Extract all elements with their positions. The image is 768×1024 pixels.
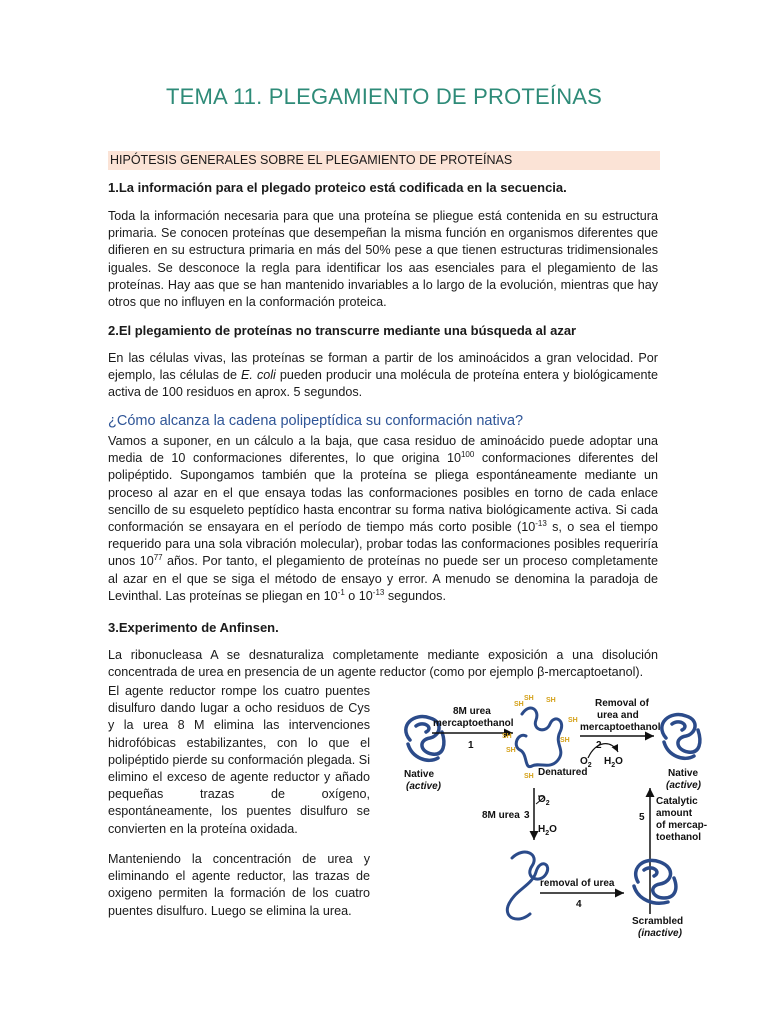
paragraph-1: Toda la información necesaria para que una proteína se pliegue está contenida en su estructura primaria. Se conocen proteínas que desempeñan la misma función en organismos diferentes que difieren en su estructura primaria en más del 50% pese a que tienen estructuras tridimensionales iguales. Se desconoce la regla para identificar los aas esenciales para el plegamiento de las proteínas. Hay aas que se han mantenido invariables a lo largo de la evolución, mientras que hay otros que no influyen en la conformación proteica.	[108, 209, 658, 310]
ecoli-italic: E. coli	[241, 368, 276, 383]
step1-label-top: 8M urea	[453, 706, 491, 717]
native-left-label: Native	[404, 769, 435, 780]
step1-number: 1	[468, 740, 474, 751]
step3-number: 3	[524, 810, 530, 821]
step2-curve-arrow	[588, 744, 618, 758]
paragraph-5: El agente reductor rompe los cuatro puentes disulfuro dando lugar a ocho residuos de Cys y la urea 8 M elimina las intervenciones hidrofóbicas estabilizantes, con lo que el polipéptido pierde su conformación plegada. Si elimino el exceso de agente reductor y añado pequeñas trazas de oxígeno, espontáneamente, los puentes disulfuro se convierten en la proteína oxidada.	[108, 684, 370, 836]
p3-sup-4: -1	[337, 587, 345, 597]
paragraph-2	[108, 350, 658, 402]
p3-sup-2: -13	[535, 518, 547, 528]
anfinsen-diagram	[390, 692, 715, 942]
catalytic-label-2: amount	[656, 808, 693, 819]
step2-h2o: $H_2O$	[604, 756, 623, 769]
svg-text:SH: SH	[546, 697, 556, 704]
denatured-protein	[516, 708, 561, 767]
step4-number: 4	[576, 899, 582, 910]
svg-text:SH: SH	[524, 695, 534, 702]
removal-label-2: urea and	[597, 710, 639, 721]
svg-text:SH: SH	[568, 717, 578, 724]
paragraph-3	[108, 433, 658, 605]
paragraph-2-text-b: pueden producir una molécula de proteína entera y biológicamente activa de 100 residuos en aprox. 5 segundos.	[108, 368, 658, 400]
heading-2: 2.El plegamiento de proteínas no transcurre mediante una búsqueda al azar	[108, 323, 577, 338]
svg-text:SH: SH	[502, 733, 512, 740]
svg-text:SH: SH	[560, 737, 570, 744]
removal-label-3: mercaptoethanol	[580, 722, 661, 733]
svg-text:SH: SH	[514, 701, 524, 708]
step1-label-bottom: mercaptoethanol	[433, 718, 514, 729]
native-right-label: Native	[668, 768, 699, 779]
inactive-label: (inactive)	[638, 928, 682, 939]
p3-text-d: años. Por tanto, el plegamiento de proteínas no puede ser un proceso completamente al azar en el que se siga el método de ensayo y error. A menudo se denomina la paradoja de Levinthal. Las proteínas se pliegan en 10	[108, 554, 658, 603]
denatured-label: Denatured	[538, 767, 588, 778]
p3-text-e: o 10	[344, 588, 373, 603]
scrambled-label: Scrambled	[632, 916, 684, 927]
svg-text:SH: SH	[506, 747, 516, 754]
svg-text:SH: SH	[524, 773, 534, 780]
step5-number: 5	[639, 812, 645, 823]
active-left-label: (active)	[406, 781, 442, 792]
heading-1: 1.La información para el plegado proteico está codificada en la secuencia.	[108, 180, 567, 195]
catalytic-label-1: Catalytic	[656, 796, 698, 807]
step2-o2: $O_2$	[580, 756, 592, 769]
subheading: ¿Cómo alcanza la cadena polipeptídica su conformación nativa?	[108, 413, 524, 429]
paragraph-6: Manteniendo la concentración de urea y eliminando el agente reductor, las trazas de oxigeno permiten la formación de los cuatro puentes disulfuro. Luego se elimina la urea.	[108, 852, 370, 918]
p3-text-a: Vamos a suponer, en un cálculo a la baja, que casa residuo de aminoácido puede adoptar una media de 10 conformaciones diferentes, lo que origina 10	[108, 434, 658, 466]
paragraph-2-text-a: En las células vivas, las proteínas se forman a partir de los aminoácidos a gran velocidad. Por ejemplo, las células de	[108, 351, 658, 383]
catalytic-label-3: of mercap-	[656, 820, 708, 831]
removal-urea-label: removal of urea	[540, 878, 615, 889]
native-right-protein	[662, 715, 700, 759]
step3-urea-label: 8M urea	[482, 810, 520, 821]
p3-text-c: s, o sea el tiempo requerido para una sola vibración molecular), probar todas las conformaciones posibles requeriría unos 10	[108, 520, 658, 569]
section-heading: HIPÓTESIS GENERALES SOBRE EL PLEGAMIENTO DE PROTEÍNAS	[108, 151, 660, 170]
active-right-label: (active)	[666, 780, 702, 791]
page-title: TEMA 11. PLEGAMIENTO DE PROTEÍNAS	[165, 84, 603, 109]
p3-text-f: segundos.	[384, 588, 446, 603]
p3-sup-5: -13	[372, 587, 385, 597]
scrambled-protein	[634, 860, 676, 903]
paragraph-4: La ribonucleasa A se desnaturaliza completamente mediante exposición a una disolución concentrada de urea en presencia de un agente reductor (como por ejemplo β-mercaptoetanol).	[108, 648, 658, 680]
step3-h2o: $H_2O$	[538, 824, 557, 837]
step3-o2: $O_2$	[538, 794, 550, 807]
removal-label-1: Removal of	[595, 698, 649, 709]
heading-3: 3.Experimento de Anfinsen.	[108, 620, 279, 635]
p3-sup-1: 100	[460, 450, 475, 460]
p3-sup-3: 77	[153, 553, 163, 563]
catalytic-label-4: toethanol	[656, 832, 701, 843]
p3-text-b: conformaciones diferentes del polipéptido. Supongamos también que la proteína se pliega espontáneamente mediante un proceso al azar en el que ensaya todas las conformaciones posibles en torno de cada enlace sencillo de su esqueleto peptídico hasta encontrar su forma nativa biológicamente activa. Si cada conformación se ensayara en el período de tiempo más corto posible (10	[108, 451, 658, 535]
step2-number: 2	[596, 740, 602, 751]
